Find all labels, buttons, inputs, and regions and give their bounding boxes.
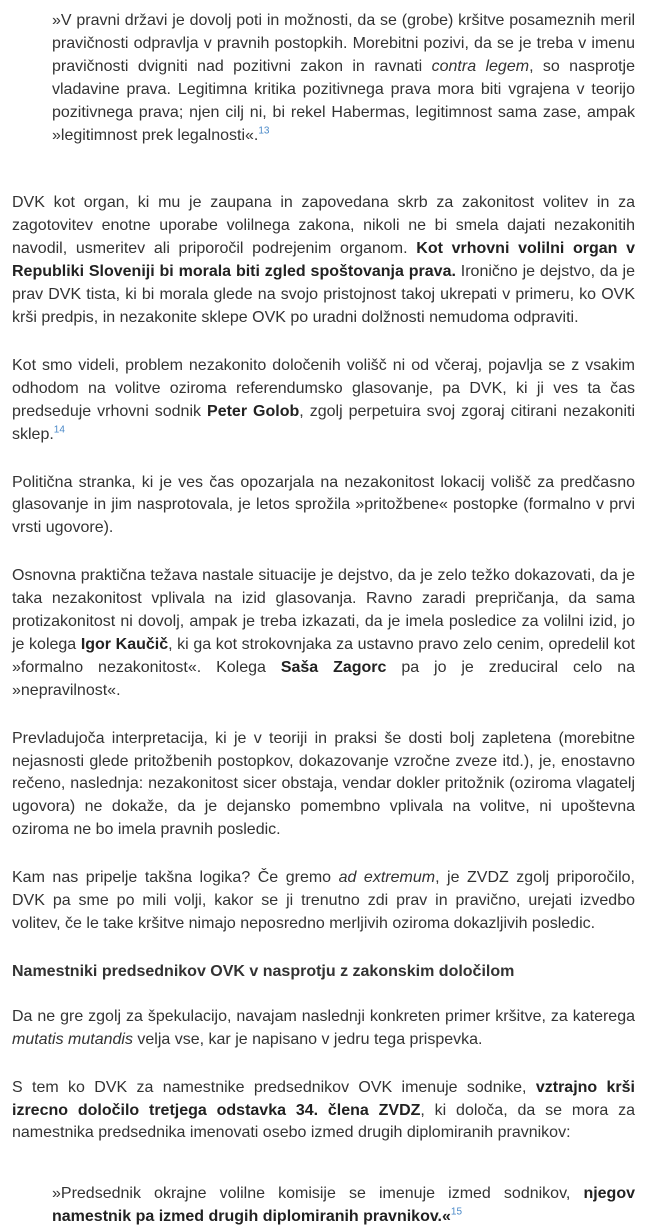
paragraph-text: Prevladujoča interpretacija, ki je v teoriji in praksi še dosti bolj zapletena (morebitne nejasnosti glede pritožbenih postopkov, dokazovanje vzročne zveze itd.), je, enostavno rečeno, naslednja: nezakonitost sicer obstaja, vendar dokler pritožnik (oziroma vlagatelj ugovora) ne dokaže, da je dejansko pomembno vplivala na volitve, ni upoštevna oziroma ne bo imela pravnih posledic. bbox=[12, 729, 635, 839]
bold-text: Igor Kaučič bbox=[80, 635, 169, 653]
paragraph-politicna-stranka bbox=[0, 472, 647, 541]
emphasis-text: ad extremum bbox=[338, 869, 436, 887]
paragraph-namestniki bbox=[0, 1077, 647, 1146]
paragraph-text: , ki določa, da se mora za namestnika predsednika imenovati osebo izmed drugih diplomiranih pravnikov: bbox=[12, 1101, 636, 1142]
paragraph-spekulacija bbox=[0, 1006, 647, 1052]
paragraph-text: DVK kot organ, ki mu je zaupana in zapovedana skrb za zakonitost volitev in za zagotovitev enotne uporabe volilnega zakona, nikoli ne bi smela dajati nezakonitih navodil, usmeritev ali priporočil podrejenim organom. bbox=[12, 194, 635, 258]
block-quote-habermas bbox=[0, 0, 647, 147]
bold-text: Peter Golob bbox=[207, 402, 300, 420]
paragraph-text: velja vse, kar je napisano v jedru tega prispevka. bbox=[132, 1030, 483, 1048]
paragraph-text: , ki ga kot strokovnjaka za ustavno pravo zelo cenim, opredelil kot »formalno nezakonitost«. Kolega bbox=[12, 635, 635, 676]
quote-text: »V pravni državi je dovolj poti in možnosti, da se (grobe) kršitve posameznih meril pravičnosti odpravlja v pravnih postopkih. Morebitni pozivi, da se je treba v imenu pravičnosti dvigniti nad pozitivni zakon in ravnati bbox=[52, 12, 635, 75]
paragraph-text: , je ZVDZ zgolj priporočilo, DVK pa sme po mili volji, kakor se ji trenutno zdi prav in pravično, urejati izvedbo volitev, če le take kršitve nimajo neposredno merljivih oziroma dokazljivih posledic. bbox=[12, 869, 635, 932]
bold-text: Saša Zagorc bbox=[280, 658, 387, 676]
paragraph-prakticna-tezava bbox=[0, 565, 647, 702]
paragraph-text: pa jo je zreduciral celo na »nepravilnost«. bbox=[12, 658, 636, 699]
bold-text: Kot vrhovni volilni organ v Republiki Sloveniji bi morala biti zgled spoštovanja prava. bbox=[12, 240, 636, 281]
paragraph-text: Kot smo videli, problem nezakonito določenih volišč ni od včeraj, pojavlja se z vsakim odhodom na volitve oziroma referendumsko glasovanje, pa DVK, ki ji ves ta čas predseduje vrhovni sodnik bbox=[12, 356, 635, 420]
paragraph-dvk-organ bbox=[0, 192, 647, 329]
bold-text: vztrajno krši izrecno določilo tretjega odstavka 34. člena ZVDZ bbox=[12, 1078, 635, 1119]
paragraph-volisca bbox=[0, 355, 647, 447]
emphasis-text: contra legem bbox=[431, 57, 530, 75]
quote-text: »Predsednik okrajne volilne komisije se imenuje izmed sodnikov, bbox=[52, 1185, 584, 1203]
paragraph-text: Kam nas pripelje takšna logika? Če gremo bbox=[12, 869, 339, 887]
paragraph-text: Osnovna praktična težava nastale situacije je dejstvo, da je zelo težko dokazovati, da je taka nezakonitost vplivala na izid glasovanja. Ravno zaradi prepričanja, da sama protizakonitost ni dovolj, ampak je treba izkazati, da je imela posledice za volilni izid, jo je kolega bbox=[12, 567, 635, 653]
paragraph-interpretacija bbox=[0, 728, 647, 843]
paragraph-text: Da ne gre zgolj za špekulacijo, navajam naslednji konkreten primer kršitve, za katerega bbox=[12, 1007, 635, 1025]
quote-text: , so nasprotje vladavine prava. Legitimna kritika pozitivnega prava mora biti vgrajena v teorijo pozitivnega prava; njen cilj ni, bi rekel Habermas, legitimnost sama zase, ampak »legitimnost prek legalnosti«. bbox=[52, 57, 635, 144]
bold-text: njegov namestnik pa izmed drugih diplomiranih pravnikov.« bbox=[52, 1185, 635, 1226]
section-heading: Namestniki predsednikov OVK v nasprotju z zakonskim določilom bbox=[12, 962, 515, 980]
emphasis-text: mutatis mutandis bbox=[12, 1030, 133, 1048]
footnote-link-13[interactable]: 13 bbox=[258, 125, 270, 137]
paragraph-text: Ironično je dejstvo, da je prav DVK tista, ki bi morala glede na svojo pristojnost takoj ukrepati v primeru, ko OVK krši predpis, in nezakonite sklepe OVK po uradni dolžnosti nemudoma odpraviti. bbox=[12, 263, 635, 326]
paragraph-text: S tem ko DVK za namestnike predsednikov OVK imenuje sodnike, bbox=[12, 1078, 536, 1096]
paragraph-text: , zgolj perpetuira svoj zgoraj citirani nezakoniti sklep. bbox=[12, 402, 635, 443]
footnote-link-15[interactable]: 15 bbox=[450, 1206, 463, 1218]
block-quote-zvdz bbox=[0, 1183, 647, 1229]
paragraph-text: Politična stranka, ki je ves čas opozarjala na nezakonitost lokacij volišč za predčasno glasovanje in jim nasprotovala, je letos sprožila »pritožbene« postopke (formalno v prvi vrsti ugovore). bbox=[12, 473, 635, 537]
footnote-link-14[interactable]: 14 bbox=[53, 424, 65, 436]
paragraph-logika bbox=[0, 867, 647, 936]
